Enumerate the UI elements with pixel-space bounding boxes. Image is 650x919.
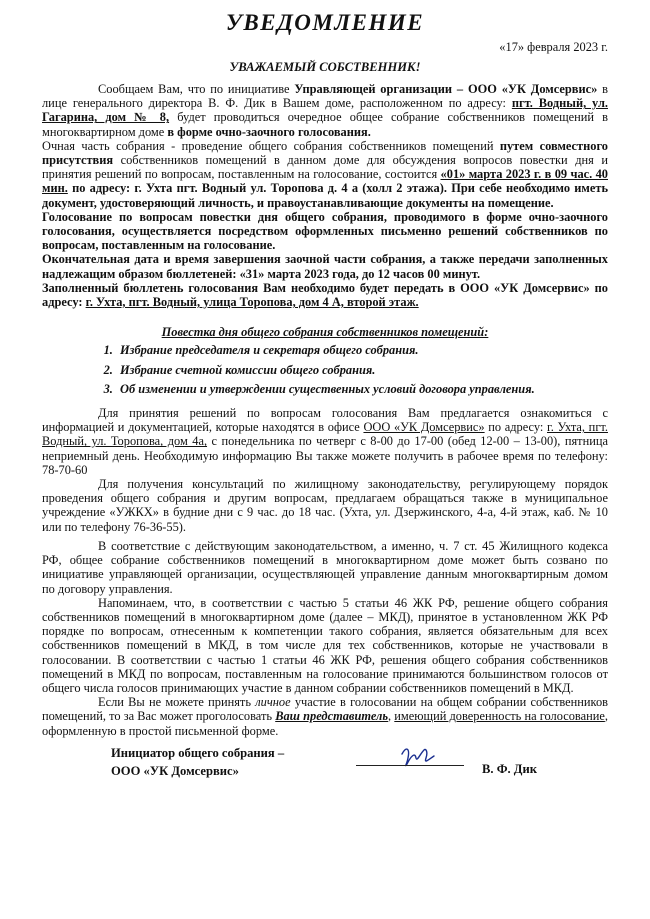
document-date: «17» февраля 2023 г. (499, 40, 608, 54)
intro-paragraph-5: Заполненный бюллетень голосования Вам необходимо будет передать в ООО «УК Домсервис» по адресу: г. Ухта, пгт. Водный, улица Торопова, дом 4 А, второй этаж. (42, 280, 608, 310)
intro-paragraph-2: Очная часть собрания - проведение общего собрания собственников помещений путем совместного присутствия собственников помещений в данном доме для обсуждения вопросов повестки дня и принятия решений по вопросам, поставленным на голосование, состоится «01» марта 2023 г. в 09 час. 40 мин. по адресу: г. Ухта пгт. Водный ул. Торопова д. 4 а (холл 2 этажа). При себе необходимо иметь документ, удостоверяющий личность, и правоустанавливающие документы на помещение. (42, 138, 608, 210)
info-paragraph-1: Для принятия решений по вопросам голосования Вам предлагается ознакомиться с информацией и документацией, которые находятся в офисе ООО «УК Домсервис» по адресу: г. Ухта, пгт. Водный, ул. Торопова, дом 4а, с понедельника по четверг с 8-00 до 17-00 (обед 12-00 – 13-00), пятница неприемный день. Необходимую информацию Вы также можете получить в рабочее время по телефону: 78-70-60 (42, 406, 608, 477)
info-paragraph-4: Напоминаем, что, в соответствии с частью 5 статьи 46 ЖК РФ, решение общего собрания собственников помещений в многоквартирном доме (далее – МКД), принятое в установленном ЖК РФ порядке по вопросам, отнесенным к компетенции такого собрания, является обязательным для всех собственников помещений в МКД, в том числе для тех собственников, которые не участвовали в голосовании. В соответствии с частью 1 статьи 46 ЖК РФ, решения общего собрания собственников помещений в МКД по вопросам, поставленным на голосование принимаются большинством голосов от общего числа голосов принимающих участие в данном собрании собственников помещений в МКД. (42, 595, 608, 695)
signature-line (356, 765, 464, 766)
intro-paragraph-1: Сообщаем Вам, что по инициативе Управляющей организации – ООО «УК Домсервис» в лице генерального директора В. Ф. Дик в Вашем доме, расположенном по адресу: пгт. Водный, ул. Гагарина, дом № 8, будет проводиться очередное общее собрание собственников помещений в многоквартирном доме в форме очно-заочного голосования. (42, 82, 609, 139)
greeting: УВАЖАЕМЫЙ СОБСТВЕННИК! (229, 60, 421, 74)
info-paragraph-5: Если Вы не можете принять личное участие в голосовании на общем собрании собственников помещений, то за Вас может проголосовать Ваш представитель, имеющий доверенность на голосование, оформленную в простой письменной форме. (42, 695, 608, 738)
document-title: УВЕДОМЛЕНИЕ (225, 10, 425, 35)
signature-block (111, 744, 284, 780)
intro-paragraph-4: Окончательная дата и время завершения заочной части собрания, а также передачи заполненных надлежащим образом бюллетеней: «31» марта 2023 года, до 12 часов 00 минут. (42, 252, 608, 281)
agenda-title: Повестка дня общего собрания собственников помещений: (161, 325, 489, 340)
house-address: пгт. Водный, ул. Гагарина, дом № 8, (42, 96, 608, 125)
agenda-item: 3. Об изменении и утверждении существенных условий договора управления. (116, 382, 608, 396)
info-paragraph-2: Для получения консультаций по жилищному законодательству, регулирующему порядок проведения общего собрания и другим вопросам, предлагаем обращаться также в муниципальное учреждение «УЖКХ» в будние дни с 9 час. до 18 час. (Ухта, ул. Дзержинского, 4-а, 4-й этаж, каб. № 10 или по телефону 76-36-55). (42, 477, 608, 534)
info-paragraph-3: В соответствие с действующим законодательством, а именно, ч. 7 ст. 45 Жилищного кодекса РФ, общее собрание собственников помещений в многоквартирном доме может быть созвано по инициативе управляющей организации, осуществляющей управление данным многоквартирным домом по договору управления. (42, 538, 608, 596)
meeting-form: в форме очно-заочного голосования. (167, 124, 371, 139)
signature-organization: ООО «УК Домсервис» (111, 764, 239, 778)
agenda-item: 1. Избрание председателя и секретаря общего собрания. (116, 343, 608, 357)
agenda-list (42, 343, 608, 396)
signature-initiator: Инициатор общего собрания – (111, 746, 285, 760)
agenda-item: 2. Избрание счетной комиссии общего собрания. (116, 363, 608, 377)
ballot-address: г. Ухта, пгт. Водный, улица Торопова, дом 4 А, второй этаж. (85, 295, 419, 310)
initiator: Управляющей организации – ООО «УК Домсервис» (294, 82, 598, 96)
notice-body (42, 82, 608, 738)
handwritten-signature (398, 744, 438, 772)
signatory-name: В. Ф. Дик (482, 762, 537, 776)
intro-paragraph-3: Голосование по вопросам повестки дня общего собрания, проводимого в форме очно-заочного голосования, осуществляется посредством оформленных письменно решений собственников по вопросам, поставленным на голосование. (42, 209, 608, 253)
meeting-datetime: «01» марта 2023 г. в 09 час. 40 мин. (42, 167, 608, 196)
